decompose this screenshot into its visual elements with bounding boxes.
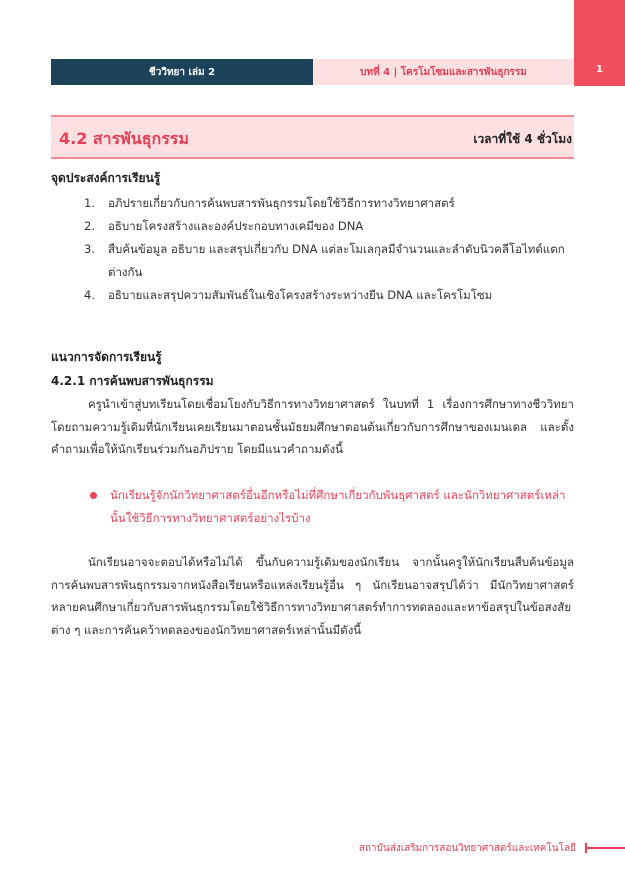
objective-number: 2. <box>84 219 95 233</box>
objective-number: 1. <box>84 196 95 210</box>
book-title: ชีววิทยา เล่ม 2 <box>148 66 216 78</box>
bullet-dot-icon <box>90 492 97 499</box>
objective-text: สืบค้นข้อมูล อธิบาย และสรุปเกี่ยวกับ DNA แต่ละโมเลกุลมีจำนวนและลำดับนิวคลีโอไทด์แตกต่างกัน <box>108 242 565 279</box>
objective-number: 4. <box>84 288 95 302</box>
page-number: 1 <box>596 64 603 75</box>
objective-item <box>51 192 574 215</box>
footer-rule <box>585 847 625 849</box>
section-header-bar <box>51 115 574 159</box>
corner-page-tab <box>574 0 625 86</box>
book-title-banner <box>51 59 313 85</box>
objective-item <box>51 238 574 284</box>
chapter-title: บทที่ 4 | โครโมโซมและสารพันธุกรรม <box>360 66 527 78</box>
objective-text: อธิบายและสรุปความสัมพันธ์ในเชิงโครงสร้างระหว่างยีน DNA และโครโมโซม <box>108 288 493 302</box>
section-title: 4.2 สารพันธุกรรม <box>59 129 189 148</box>
footer-institute: สถาบันส่งเสริมการสอนวิทยาศาสตร์และเทคโนโลยี <box>358 843 576 854</box>
intro-paragraph: ครูนำเข้าสู่บทเรียนโดยเชื่อมโยงกับวิธีการทางวิทยาศาสตร์ ในบทที่ 1 เรื่องการศึกษาทางชีววิทยา โดยถามความรู้เดิมที่นักเรียนเคยเรียนมาตอนชั้นมัธยมศึกษาตอนต้นเกี่ยวกับการศึกษาของเมนเดล และตั้งคำถามเพื่อให้นักเรียนร่วมกันอภิปราย โดยมีแนวคำถามดังนี้ <box>51 397 574 456</box>
objective-text: อธิบายโครงสร้างและองค์ประกอบทางเคมีของ DNA <box>108 219 364 233</box>
followup-paragraph: นักเรียนอาจจะตอบได้หรือไม่ได้ ขึ้นกับความรู้เดิมของนักเรียน จากนั้นครูให้นักเรียนสืบค้นข้อมูลการค้นพบสารพันธุกรรมจากหนังสือเรียนหรือแหล่งเรียนรู้อื่น ๆ นักเรียนอาจสรุปได้ว่า มีนักวิทยาศาสตร์หลายคนศึกษาเกี่ยวกับสารพันธุกรรมโดยใช้วิธีการทางวิทยาศาสตร์ทำการทดลองและหาข้อสรุปในข้อสงสัยต่าง ๆ และการค้นคว้าทดลองของนักวิทยาศาสตร์เหล่านั้นมีดังนี้ <box>51 555 574 637</box>
objective-item <box>51 284 574 307</box>
objective-item <box>51 215 574 238</box>
objective-text: อภิปรายเกี่ยวกับการค้นพบสารพันธุกรรมโดยใช้วิธีการทางวิทยาศาสตร์ <box>108 196 455 210</box>
guiding-question <box>90 484 574 529</box>
approach-heading: แนวการจัดการเรียนรู้ <box>51 350 162 364</box>
approach-subheading: 4.2.1 การค้นพบสารพันธุกรรม <box>51 374 214 388</box>
guiding-question-text: นักเรียนรู้จักนักวิทยาศาสตร์อื่นอีกหรือไม่ที่ศึกษาเกี่ยวกับพันธุศาสตร์ และนักวิทยาศาสตร์เหล่านั้นใช้วิธีการทางวิทยาศาสตร์อย่างไรบ้าง <box>110 488 566 525</box>
objectives-list <box>51 192 574 307</box>
objective-number: 3. <box>84 242 95 256</box>
chapter-title-banner <box>313 59 574 85</box>
objectives-heading: จุดประสงค์การเรียนรู้ <box>51 171 161 185</box>
section-duration: เวลาที่ใช้ 4 ชั่วโมง <box>473 132 572 146</box>
